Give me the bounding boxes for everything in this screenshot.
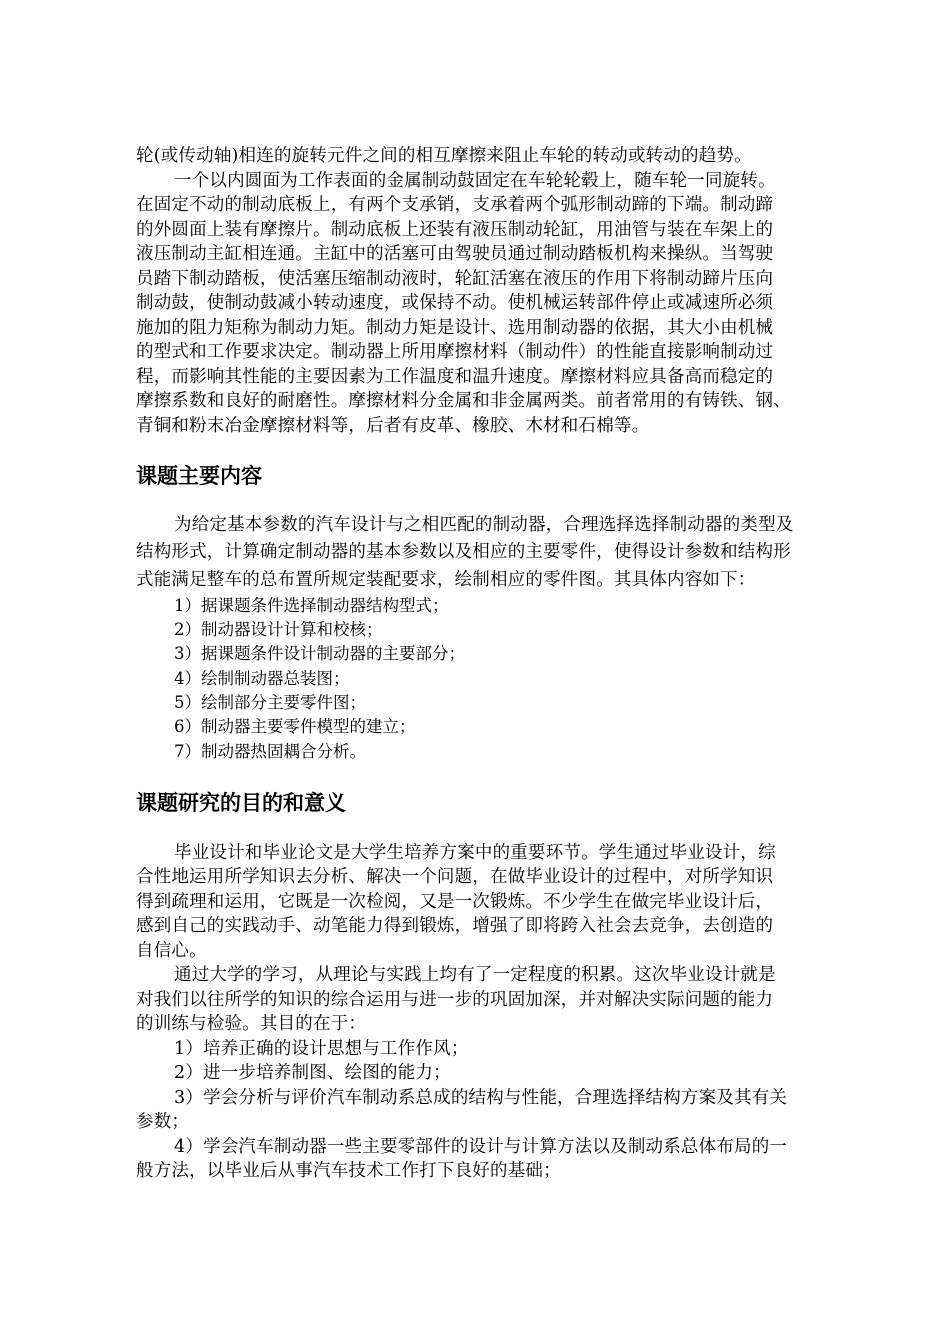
section1-list xyxy=(136,594,866,764)
section-heading-main-content: 课题主要内容 xyxy=(136,464,262,488)
list-item: 6）制动器主要零件模型的建立； xyxy=(174,717,416,737)
document-page xyxy=(136,144,866,1184)
text-line: 为给定基本参数的汽车设计与之相匹配的制动器，合理选择选择制动器的类型及 xyxy=(174,515,794,535)
text-line: 的外圆面上装有摩擦片。制动底板上还装有液压制动轮缸，用油管与装在车架上的 xyxy=(136,219,774,240)
text-line: 制动鼓，使制动鼓减小转动速度，或保持不动。使机械运转部件停止或减速所必须 xyxy=(136,293,774,313)
list-item-continuation: 参数； xyxy=(136,1112,190,1133)
text-line: 员踏下制动踏板，使活塞压缩制动液时，轮缸活塞在液压的作用下将制动蹄片压向 xyxy=(136,268,774,289)
section2-paragraph-1 xyxy=(136,841,866,964)
text-line: 青铜和粉末冶金摩擦材料等，后者有皮革、橡胶、木材和石棉等。 xyxy=(136,415,650,436)
list-item-continuation: 般方法，以毕业后从事汽车技术工作打下良好的基础； xyxy=(136,1161,561,1182)
text-line: 一个以内圆面为工作表面的金属制动鼓固定在车轮轮毂上，随车轮一同旋转。 xyxy=(174,170,776,191)
list-item: 4）绘制制动器总装图； xyxy=(174,668,350,688)
section1-paragraph xyxy=(136,512,866,594)
section-heading-purpose: 课题研究的目的和意义 xyxy=(136,790,346,815)
text-line: 的型式和工作要求决定。制动器上所用摩擦材料（制动件）的性能直接影响制动过 xyxy=(136,342,774,362)
text-line: 合性地运用所学知识去分析、解决一个问题，在做毕业设计的过程中，对所学知识 xyxy=(136,867,774,888)
list-item: 5）绘制部分主要零件图； xyxy=(174,693,366,713)
text-line: 结构形式，计算确定制动器的基本参数以及相应的主要零件，使得设计参数和结构形 xyxy=(136,542,791,563)
text-line: 通过大学的学习，从理论与实践上均有了一定程度的积累。这次毕业设计就是 xyxy=(174,965,776,986)
text-line: 轮(或传动轴)相连的旋转元件之间的相互摩擦来阻止车轮的转动或转动的趋势。 xyxy=(136,146,752,166)
list-item: 1）培养正确的设计思想与工作作风； xyxy=(174,1038,469,1059)
list-item: 1）据课题条件选择制动器结构型式； xyxy=(174,595,449,615)
text-line: 摩擦系数和良好的耐磨性。摩擦材料分金属和非金属两类。前者常用的有铸铁、钢、 xyxy=(136,391,791,411)
list-item: 4）学会汽车制动器一些主要零部件的设计与计算方法以及制动系总体布局的一 xyxy=(174,1136,788,1157)
text-line: 得到疏理和运用，它既是一次检阅，又是一次锻炼。不少学生在做完毕业设计后， xyxy=(136,891,774,912)
intro-paragraph xyxy=(136,144,866,438)
list-item: 3）学会分析与评价汽车制动系总成的结构与性能，合理选择结构方案及其有关 xyxy=(174,1087,788,1108)
text-line: 式能满足整车的总布置所规定装配要求，绘制相应的零件图。其具体内容如下： xyxy=(136,569,756,590)
section2-paragraph-2 xyxy=(136,963,866,1037)
section2-list xyxy=(136,1037,866,1184)
text-line: 自信心。 xyxy=(136,940,207,961)
list-item: 7）制动器热固耦合分析。 xyxy=(174,741,366,761)
text-line: 毕业设计和毕业论文是大学生培养方案中的重要环节。学生通过毕业设计，综 xyxy=(174,842,776,863)
text-line: 液压制动主缸相连通。主缸中的活塞可由驾驶员通过制动踏板机构来操纵。当驾驶 xyxy=(136,244,774,264)
text-line: 对我们以往所学的知识的综合运用与进一步的巩固加深，并对解决实际问题的能力 xyxy=(136,989,774,1010)
text-line: 施加的阻力矩称为制动力矩。制动力矩是设计、选用制动器的依据，其大小由机械 xyxy=(136,317,774,338)
text-line: 在固定不动的制动底板上，有两个支承销，支承着两个弧形制动蹄的下端。制动蹄 xyxy=(136,195,774,215)
text-line: 感到自己的实践动手、动笔能力得到锻炼，增强了即将跨入社会去竞争，去创造的 xyxy=(136,916,774,937)
list-item: 2）进一步培养制图、绘图的能力； xyxy=(174,1063,451,1084)
list-item: 2）制动器设计计算和校核； xyxy=(174,620,383,640)
text-line: 程，而影响其性能的主要因素为工作温度和温升速度。摩擦材料应具备高而稳定的 xyxy=(136,366,774,387)
text-line: 的训练与检验。其目的在于： xyxy=(136,1014,367,1035)
list-item: 3）据课题条件设计制动器的主要部分； xyxy=(174,644,465,664)
